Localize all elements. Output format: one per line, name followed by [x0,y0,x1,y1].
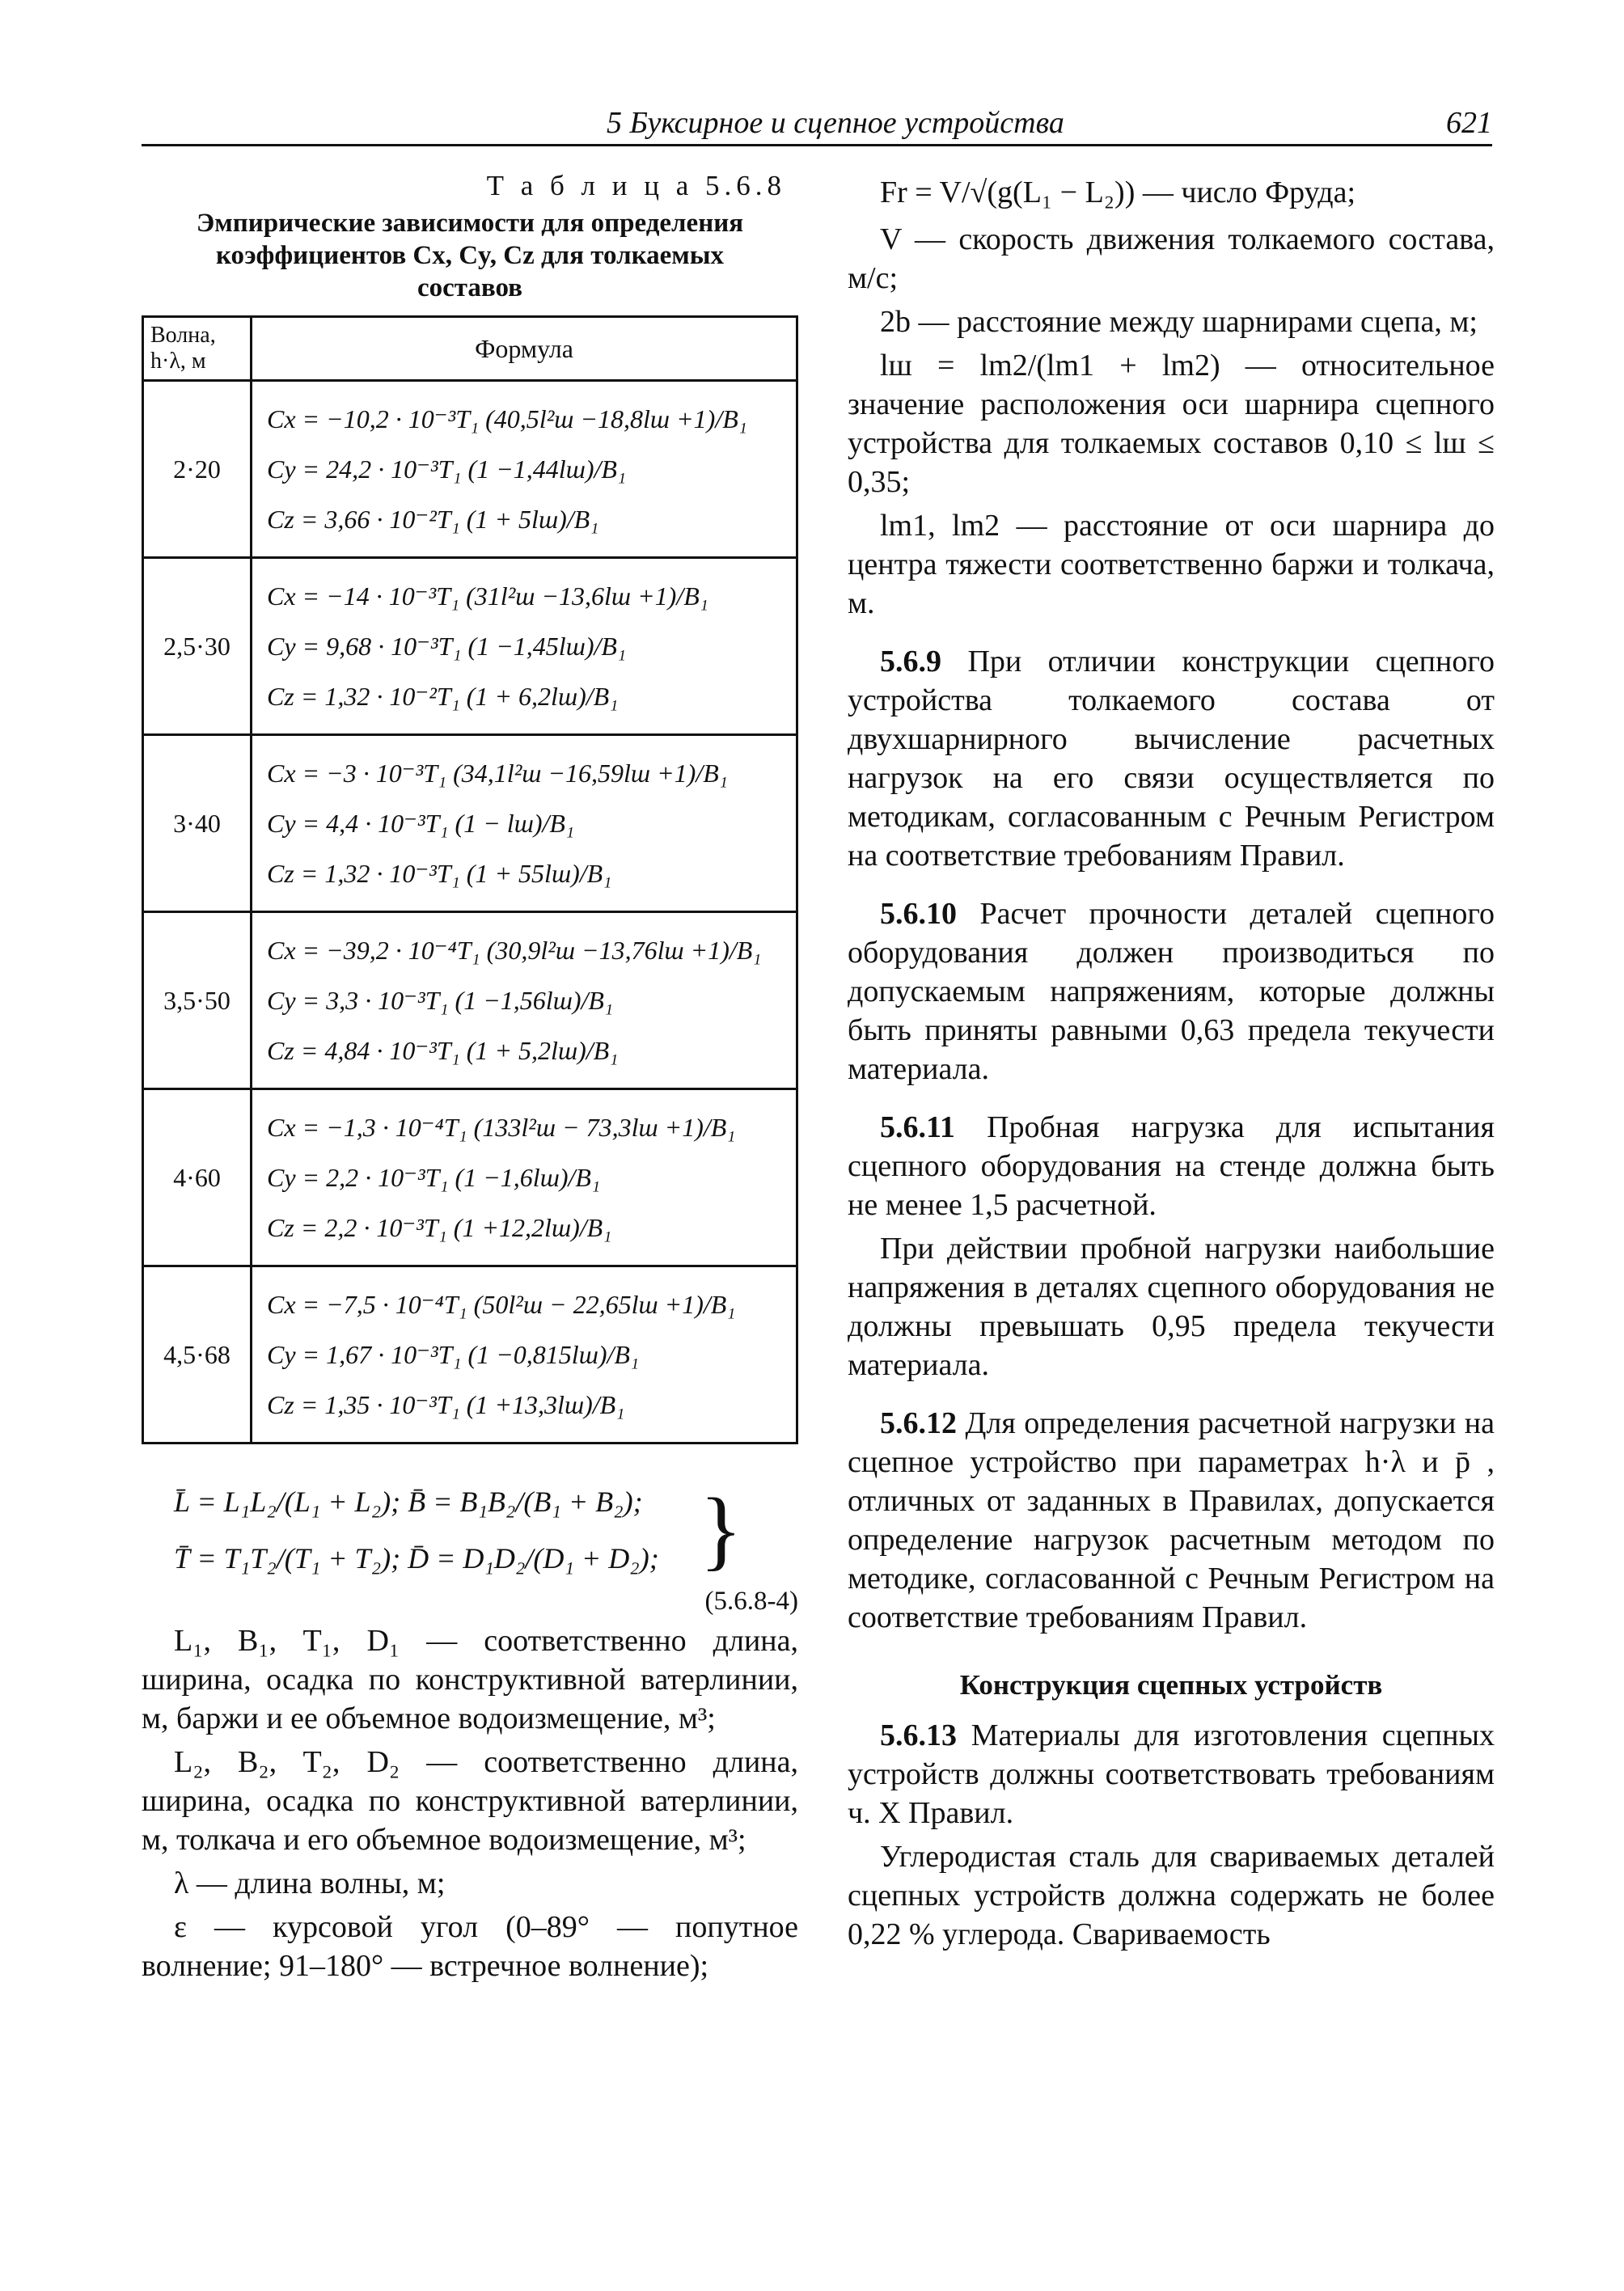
wave-cell: 2·20 [143,381,252,558]
section-number: 5.6.9 [880,645,941,678]
section-heading: Конструкция сцепных устройств [959,1669,1383,1701]
formula-cell [252,558,797,735]
paragraph: ε — курсовой угол (0–89° — попутное волнение; 91–180° — встречное волнение); [142,1910,798,1983]
running-title: 5 Буксирное и сцепное устройства [607,106,1064,140]
table-label: Т а б л и ц а 5.6.8 [486,170,786,201]
wave-cell: 4·60 [143,1089,252,1266]
paragraph: L₂, B₂, T₂, D₂ — соответственно длина, ширина, осадка по конструктивной ватерлинии, м, толкача и его объемное водоизмещение, м³; [142,1745,798,1857]
section-text: При отличии конструкции сцепного устройства толкаемого состава от двухшарнирного вычисление расчетных нагрузок на его связи осуществляется по методикам, согласованным с Речным Регистром на соответствие требованиям Правил. [848,645,1495,873]
paragraph: 2b — расстояние между шарнирами сцепа, м; [880,305,1478,339]
table-row [143,1089,797,1266]
formula-cell [252,381,797,558]
equation-block [142,1473,798,1587]
paragraph: L₁, B₁, T₁, D₁ — соответственно длина, ширина, осадка по конструктивной ватерлинии, м, баржи и ее объемное водоизмещение, м³; [142,1624,798,1735]
formula-cell [252,735,797,912]
paragraph: При действии пробной нагрузки наибольшие напряжения в деталях сцепного оборудования не должны превышать 0,95 предела текучести материала. [848,1232,1495,1382]
equation-line-1: L̄ = L₁L₂/(L₁ + L₂); B̄ = B₁B₂/(B₁ + B₂); [174,1486,643,1518]
table-row [143,381,797,558]
formula-cx: Cx = −7,5 · 10⁻⁴T₁ (50l²ш − 22,65lш +1)/B₁ [267,1290,736,1319]
right-brace-icon: } [700,1480,742,1579]
section-text: Материалы для изготовления сцепных устройств должны соответствовать требованиям ч. X Правил. [848,1718,1495,1830]
section-5-6-9 [848,642,1495,875]
section-number: 5.6.11 [880,1110,955,1144]
wave-cell: 2,5·30 [143,558,252,735]
formula-cx: Cx = −10,2 · 10⁻³T₁ (40,5l²ш −18,8lш +1)/B₁ [267,404,747,433]
formula-cz: Cz = 1,35 · 10⁻³T₁ (1 +13,3lш)/B₁ [267,1390,625,1419]
formula-cy: Cy = 3,3 · 10⁻³T₁ (1 −1,56lш)/B₁ [267,986,614,1015]
formula-cy: Cy = 2,2 · 10⁻³T₁ (1 −1,6lш)/B₁ [267,1163,601,1192]
formula-cell [252,912,797,1089]
paragraph: λ — длина волны, м; [174,1866,446,1900]
page-number: 621 [1446,106,1492,140]
paragraph: Углеродистая сталь для свариваемых деталей сцепных устройств должна содержать не более 0,22 % углерода. Свариваемость [848,1840,1495,1951]
formula-cell [252,1266,797,1443]
table-row [143,912,797,1089]
left-column [142,170,798,1985]
wave-cell: 3,5·50 [143,912,252,1089]
paragraph: lm1, lm2 — расстояние от оси шарнира до центра тяжести соответственно баржи и толкача, м. [848,509,1495,620]
table-row [143,558,797,735]
formula-table [142,315,798,1444]
section-text: Пробная нагрузка для испытания сцепного оборудования на стенде должна быть не менее 1,5 расчетной. [848,1110,1495,1222]
formula-cz: Cz = 1,32 · 10⁻³T₁ (1 + 55lш)/B₁ [267,859,612,888]
table-row [143,1266,797,1443]
table-row [143,735,797,912]
page-header [142,105,1492,146]
formula-cell [252,1089,797,1266]
equation-line-2: T̄ = T₁T₂/(T₁ + T₂); D̄ = D₁D₂/(D₁ + D₂); [174,1542,659,1575]
froude-definition: Fr = V/√(g(L₁ − L₂)) — число Фруда; [880,175,1356,209]
section-number: 5.6.12 [880,1406,957,1440]
formula-cz: Cz = 3,66 · 10⁻²T₁ (1 + 5lш)/B₁ [267,505,599,534]
formula-cy: Cy = 1,67 · 10⁻³T₁ (1 −0,815lш)/B₁ [267,1340,640,1369]
paragraph: V — скорость движения толкаемого состава, м/с; [848,222,1495,295]
paragraph: lш = lm2/(lm1 + lm2) — относительное значение расположения оси шарнира сцепного устройства для толкаемых составов 0,10 ≤ lш ≤ 0,35; [848,349,1495,499]
formula-cx: Cx = −14 · 10⁻³T₁ (31l²ш −13,6lш +1)/B₁ [267,581,708,611]
formula-cz: Cz = 4,84 · 10⁻³T₁ (1 + 5,2lш)/B₁ [267,1036,619,1065]
wave-cell: 3·40 [143,735,252,912]
formula-cz: Cz = 2,2 · 10⁻³T₁ (1 +12,2lш)/B₁ [267,1213,612,1242]
section-text: Для определения расчетной нагрузки на сцепное устройство при параметрах h·λ и p̄ , отличных от заданных в Правилах, допускается определение нагрузок расчетным методом по методике, согласованной с Речным Регистром на соответствие требованиям Правил. [848,1406,1495,1634]
section-number: 5.6.10 [880,897,957,931]
formula-cx: Cx = −1,3 · 10⁻⁴T₁ (133l²ш − 73,3lш +1)/B₁ [267,1113,736,1142]
equation-number: (5.6.8-4) [704,1587,798,1616]
wave-cell: 4,5·68 [143,1266,252,1443]
formula-cx: Cx = −3 · 10⁻³T₁ (34,1l²ш −16,59lш +1)/B₁ [267,759,728,788]
section-5-6-10 [848,894,1495,1088]
formula-cx: Cx = −39,2 · 10⁻⁴T₁ (30,9l²ш −13,76lш +1)/B₁ [267,936,762,965]
formula-cz: Cz = 1,32 · 10⁻²T₁ (1 + 6,2lш)/B₁ [267,682,619,711]
section-text: Расчет прочности деталей сцепного оборудования должен производиться по допускаемым напряжениям, которые должны быть приняты равными 0,63 предела текучести материала. [848,897,1495,1086]
table-title: Эмпирические зависимости для определения коэффициентов Cx, Cy, Cz для толкаемых составов [196,209,744,302]
section-5-6-11 [848,1108,1495,1224]
col-header-formula: Формула [252,317,797,381]
right-column [848,170,1495,1954]
section-5-6-13 [848,1716,1495,1832]
formula-cy: Cy = 4,4 · 10⁻³T₁ (1 − lш)/B₁ [267,809,575,838]
formula-cy: Cy = 24,2 · 10⁻³T₁ (1 −1,44lш)/B₁ [267,454,627,484]
formula-cy: Cy = 9,68 · 10⁻³T₁ (1 −1,45lш)/B₁ [267,632,627,661]
col-header-wave: Волна, h·λ, м [143,317,252,381]
section-number: 5.6.13 [880,1718,957,1752]
section-5-6-12 [848,1404,1495,1637]
